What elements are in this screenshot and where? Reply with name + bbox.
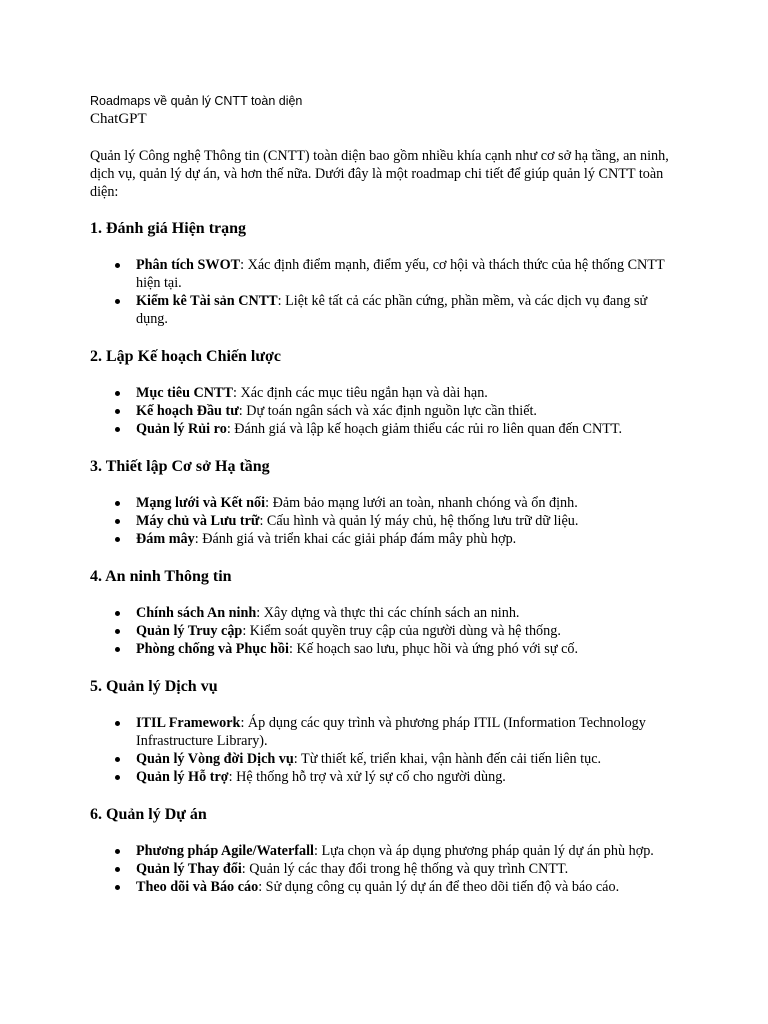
list-item: [136, 878, 676, 896]
item-term: Mục tiêu CNTT: [136, 385, 233, 401]
list-item: [136, 530, 676, 548]
item-term: Kiểm kê Tài sản CNTT: [136, 293, 278, 309]
section-service-management: [90, 677, 690, 786]
item-term: Phương pháp Agile/Waterfall: [136, 843, 314, 859]
list-item: [136, 256, 676, 292]
list-item: [136, 860, 676, 878]
item-desc: : Đảm bảo mạng lưới an toàn, nhanh chóng và ổn định.: [265, 495, 578, 511]
item-desc: : Đánh giá và lập kế hoạch giảm thiểu các rủi ro liên quan đến CNTT.: [226, 421, 623, 437]
item-desc: : Hệ thống hỗ trợ và xử lý sự cố cho người dùng.: [228, 769, 506, 785]
item-desc: : Từ thiết kế, triển khai, vận hành đến cải tiến liên tục.: [293, 751, 602, 767]
item-term: Theo dõi và Báo cáo: [136, 879, 259, 895]
section-assessment: [90, 219, 690, 328]
section-strategy: [90, 347, 690, 438]
item-desc: : Áp dụng các quy trình và phương pháp ITIL (Information Technology Infrastructure Library).: [136, 715, 646, 749]
bullet-list: [90, 714, 690, 786]
list-item: [136, 768, 676, 786]
list-item: [136, 420, 676, 438]
item-term: Đám mây: [136, 531, 195, 547]
list-item: [136, 292, 676, 328]
bullet-list: [90, 256, 690, 328]
item-term: Máy chủ và Lưu trữ: [136, 513, 260, 529]
document-source: ChatGPT: [90, 111, 147, 127]
list-item: [136, 640, 676, 658]
item-term: Chính sách An ninh: [136, 605, 257, 621]
item-term: Phân tích SWOT: [136, 257, 241, 273]
section-title: 3. Thiết lập Cơ sở Hạ tầng: [90, 458, 270, 475]
list-item: [136, 384, 676, 402]
bullet-list: [90, 494, 690, 548]
item-desc: : Liệt kê tất cả các phần cứng, phần mềm, và các dịch vụ đang sử dụng.: [136, 293, 648, 327]
item-desc: : Lựa chọn và áp dụng phương pháp quản lý dự án phù hợp.: [313, 843, 654, 859]
bullet-list: [90, 384, 690, 438]
item-term: Quản lý Hỗ trợ: [136, 769, 229, 785]
item-term: Quản lý Rủi ro: [136, 421, 227, 437]
item-desc: : Dự toán ngân sách và xác định nguồn lực cần thiết.: [238, 403, 537, 419]
section-title: 4. An ninh Thông tin: [90, 568, 232, 585]
item-desc: : Kế hoạch sao lưu, phục hồi và ứng phó với sự cố.: [288, 641, 579, 657]
list-item: [136, 842, 676, 860]
list-item: [136, 512, 676, 530]
list-item: [136, 750, 676, 768]
item-desc: : Sử dụng công cụ quản lý dự án để theo dõi tiến độ và báo cáo.: [258, 879, 620, 895]
list-item: [136, 714, 676, 750]
intro-paragraph: Quản lý Công nghệ Thông tin (CNTT) toàn diện bao gồm nhiều khía cạnh như cơ sở hạ tầng, an ninh, dịch vụ, quản lý dự án, và hơn thế nữa. Dưới đây là một roadmap chi tiết để giúp quản lý CNTT toàn diện:: [90, 148, 669, 200]
item-desc: : Xác định điểm mạnh, điểm yếu, cơ hội và thách thức của hệ thống CNTT hiện tại.: [136, 257, 665, 291]
section-project-management: [90, 805, 690, 896]
bullet-list: [90, 842, 690, 896]
list-item: [136, 604, 676, 622]
item-term: Quản lý Thay đổi: [136, 861, 242, 877]
item-desc: : Quản lý các thay đổi trong hệ thống và quy trình CNTT.: [241, 861, 569, 877]
section-title: 2. Lập Kế hoạch Chiến lược: [90, 348, 281, 365]
item-term: ITIL Framework: [136, 715, 241, 731]
item-desc: : Xây dựng và thực thi các chính sách an ninh.: [256, 605, 520, 621]
item-desc: : Cấu hình và quản lý máy chủ, hệ thống lưu trữ dữ liệu.: [259, 513, 579, 529]
section-infrastructure: [90, 457, 690, 548]
item-term: Mạng lưới và Kết nối: [136, 495, 266, 511]
item-term: Phòng chống và Phục hồi: [136, 641, 289, 657]
item-term: Quản lý Vòng đời Dịch vụ: [136, 751, 294, 767]
item-desc: : Xác định các mục tiêu ngắn hạn và dài hạn.: [232, 385, 488, 401]
section-title: 1. Đánh giá Hiện trạng: [90, 220, 247, 237]
list-item: [136, 494, 676, 512]
item-desc: : Kiểm soát quyền truy cập của người dùng và hệ thống.: [242, 623, 561, 639]
item-term: Kế hoạch Đầu tư: [136, 403, 239, 419]
section-security: [90, 567, 690, 658]
item-term: Quản lý Truy cập: [136, 623, 243, 639]
item-desc: : Đánh giá và triển khai các giải pháp đám mây phù hợp.: [194, 531, 517, 547]
list-item: [136, 402, 676, 420]
document-heading: Roadmaps về quản lý CNTT toàn diện: [90, 94, 303, 108]
section-title: 6. Quản lý Dự án: [90, 806, 207, 823]
bullet-list: [90, 604, 690, 658]
section-title: 5. Quản lý Dịch vụ: [90, 678, 218, 695]
list-item: [136, 622, 676, 640]
